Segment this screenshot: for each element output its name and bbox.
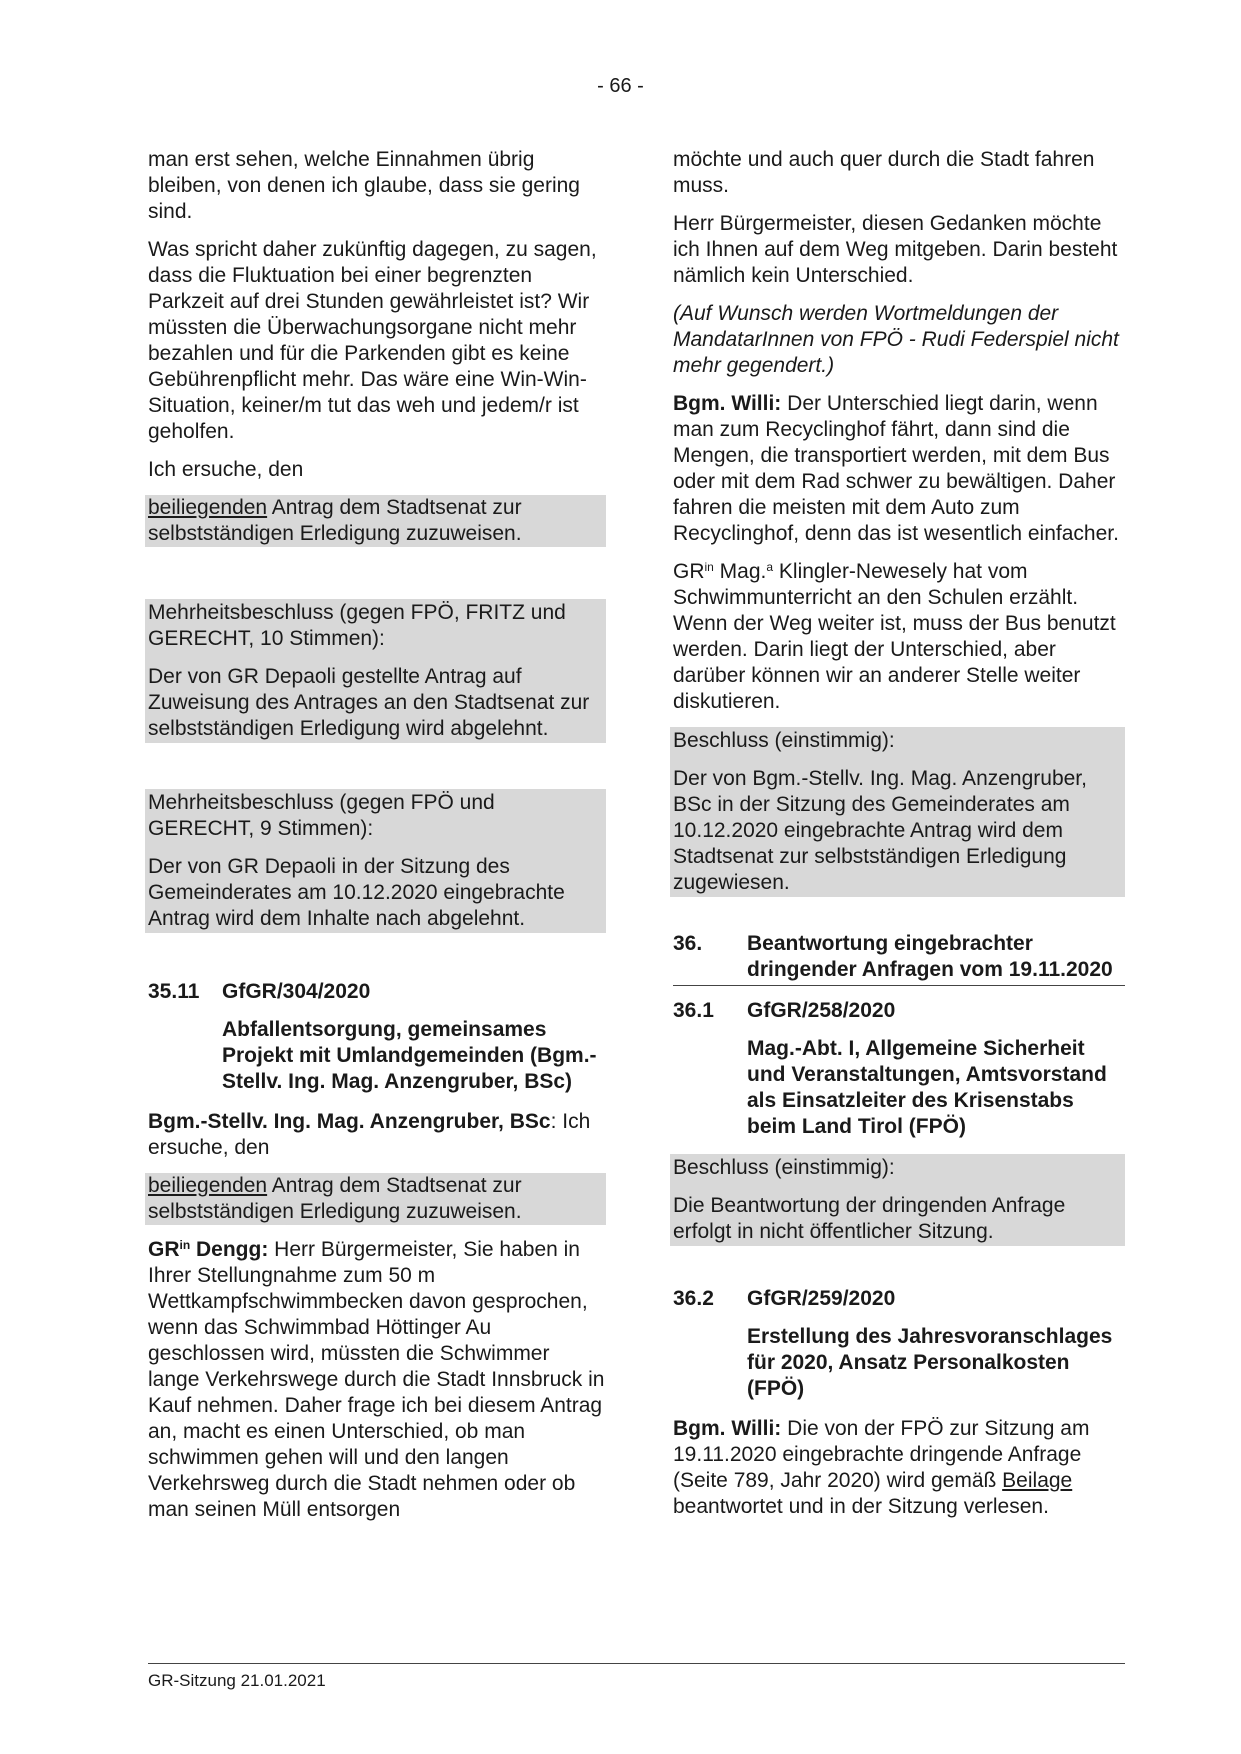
beschluss-heading: Beschluss (einstimmig): [673, 1156, 895, 1179]
beiliegenden-link[interactable]: beiliegenden [148, 496, 268, 519]
antrag-text: Antrag dem Stadtsenat zur selbstständigen Erledigung zuzuweisen. [148, 1174, 522, 1223]
section-number: 36.1 [673, 999, 714, 1022]
speaker-text: Herr Bürgermeister, Sie haben in Ihrer Stellungnahme zum 50 m Wettkampfschwimmbecken davon gesprochen, wenn das Schwimmbad Höttinger Au geschlossen wird, müssten die Schwimmer lange Verkehrswege durch die Stadt Innsbruck in Kauf nehmen. Daher frage ich bei diesem Antrag an, macht es einen Unterschied, ob man schwimmen gehen will und den langen Verkehrsweg durch die Stadt nehmen oder ob man seinen Müll entsorgen [148, 1238, 605, 1521]
section-heading-35-11 [148, 979, 606, 1005]
paragraph: Was spricht daher zukünftig dagegen, zu sagen, dass die Fluktuation bei einer begrenzten Parkzeit auf drei Stunden gewährleistet ist? Wir müssten die Überwachungsorgane nicht mehr bezahlen und für die Parkenden gibt es keine Gebührenpflicht mehr. Das wäre eine Win-Win-Situation, keiner/m tut das weh und jedem/r ist geholfen. [148, 238, 597, 443]
beschluss-text: Der von GR Depaoli gestellte Antrag auf Zuweisung des Antrages an den Stadtsenat zur selbstständigen Erledigung wird abgelehnt. [148, 665, 590, 740]
speaker-paragraph [673, 391, 1125, 547]
speaker-paragraph [148, 1237, 606, 1523]
footer-divider [148, 1663, 1125, 1664]
beschluss-block [670, 1154, 1125, 1246]
beschluss-block [670, 727, 1125, 897]
beilage-link[interactable]: Beilage [1002, 1469, 1073, 1492]
beschluss-text: Die Beantwortung der dringenden Anfrage erfolgt in nicht öffentlicher Sitzung. [673, 1194, 1066, 1243]
paragraph: Herr Bürgermeister, diesen Gedanken möchte ich Ihnen auf dem Weg mitgeben. Darin besteht nämlich kein Unterschied. [673, 212, 1118, 287]
section-title: Mag.-Abt. I, Allgemeine Sicherheit und Veranstaltungen, Amtsvorstand als Einsatzleiter des Krisenstabs beim Land Tirol (FPÖ) [747, 1037, 1107, 1138]
beschluss-heading: Mehrheitsbeschluss (gegen FPÖ, FRITZ und GERECHT, 10 Stimmen): [148, 601, 566, 650]
speaker-name: Bgm. Willi: [673, 392, 782, 415]
beschluss-block [145, 789, 606, 933]
speaker-name: $GR^{in}$ Dengg: [148, 1238, 269, 1261]
beschluss-heading: Mehrheitsbeschluss (gegen FPÖ und GERECHT, 9 Stimmen): [148, 791, 495, 840]
antrag-zuweisung [145, 495, 606, 547]
speaker-name: Bgm. Willi: [673, 1417, 782, 1440]
page-number: - 66 - [597, 75, 644, 97]
section-number: 36.2 [673, 1287, 714, 1310]
section-title: Erstellung des Jahresvoranschlages für 2020, Ansatz Personalkosten (FPÖ) [747, 1325, 1113, 1400]
speaker-name: Bgm.-Stellv. Ing. Mag. Anzengruber, BSc [148, 1110, 551, 1133]
section-number: 36. [673, 932, 703, 955]
antrag-zuweisung [145, 1173, 606, 1225]
beschluss-heading: Beschluss (einstimmig): [673, 729, 895, 752]
beschluss-block [145, 599, 606, 743]
paragraph: man erst sehen, welche Einnahmen übrig bleiben, von denen ich glaube, dass sie gering sind. [148, 148, 580, 223]
left-column [148, 147, 606, 1535]
beschluss-text: Der von Bgm.-Stellv. Ing. Mag. Anzengruber, BSc in der Sitzung des Gemeinderates am 10.12.2020 eingebrachte Antrag wird dem Stadtsenat zur selbstständigen Erledigung zugewiesen. [673, 767, 1087, 894]
speaker-paragraph: Bgm. Willi: Die von der FPÖ zur Sitzung am 19.11.2020 eingebrachte dringende Anfrage (Seite 789, Jahr 2020) wird gemäß Beilage beantwortet und in der Sitzung verlesen. [673, 1417, 1090, 1518]
beschluss-text: Der von GR Depaoli in der Sitzung des Gemeinderates am 10.12.2020 eingebrachte Antrag wird dem Inhalte nach abgelehnt. [148, 855, 565, 930]
section-code: GfGR/259/2020 [747, 1287, 896, 1310]
section-heading-36-2 [673, 1286, 1125, 1312]
antrag-text: Antrag dem Stadtsenat zur selbstständigen Erledigung zuzuweisen. [148, 496, 522, 545]
speaker-text: Der Unterschied liegt darin, wenn man zum Recyclinghof fährt, dann sind die Mengen, die transportiert werden, mit dem Bus oder mit dem Rad schwer zu bewältigen. Daher fahren die meisten mit dem Auto zum Recyclinghof, denn das ist wesentlich einfacher. [673, 392, 1119, 545]
section-code: GfGR/258/2020 [747, 999, 896, 1022]
speaker-text: : Ich ersuche, den [148, 1110, 591, 1159]
section-number: 35.11 [148, 980, 200, 1003]
section-heading-36 [673, 931, 1125, 986]
section-title: Abfallentsorgung, gemeinsames Projekt mit Umlandgemeinden (Bgm.-Stellv. Ing. Mag. Anzengruber, BSc) [222, 1018, 597, 1093]
italic-note: (Auf Wunsch werden Wortmeldungen der MandatarInnen von FPÖ - Rudi Federspiel nicht mehr gegendert.) [673, 302, 1119, 377]
beiliegenden-link[interactable]: beiliegenden [148, 1174, 268, 1197]
speaker-paragraph: $GR^{in}$ Mag.$^a$ Klingler-Newesely hat vom Schwimmunterricht an den Schulen erzählt. Wenn der Weg weiter ist, muss der Bus benutzt werden. Darin liegt der Unterschied, aber darüber können wir an anderer Stelle weiter diskutieren. [673, 560, 1116, 713]
speaker-paragraph [148, 1109, 606, 1161]
section-title: Beantwortung eingebrachter dringender Anfragen vom 19.11.2020 [747, 932, 1113, 981]
right-column [673, 147, 1125, 1532]
section-heading-36-1 [673, 998, 1125, 1024]
paragraph: möchte und auch quer durch die Stadt fahren muss. [673, 148, 1095, 197]
footer-text: GR-Sitzung 21.01.2021 [148, 1671, 326, 1690]
paragraph: Ich ersuche, den [148, 458, 304, 481]
section-code: GfGR/304/2020 [222, 980, 371, 1003]
